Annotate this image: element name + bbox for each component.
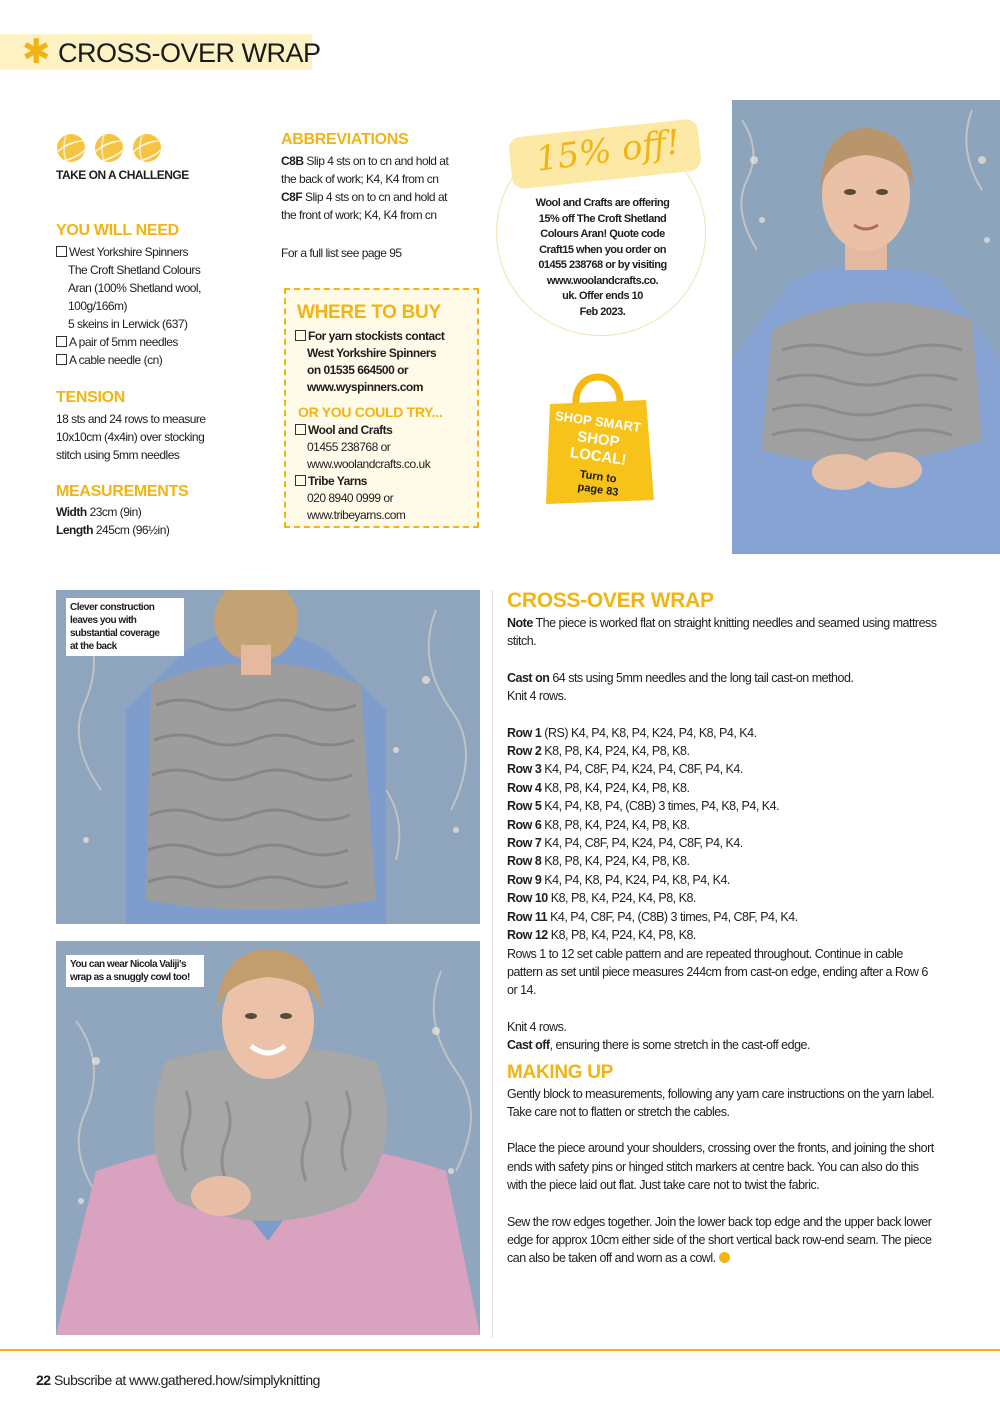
page-title: CROSS-OVER WRAP	[58, 38, 321, 68]
yarn-ball-icon	[133, 134, 161, 162]
tension-heading: TENSION	[56, 389, 126, 406]
list-item: A cable needle (cn)	[56, 351, 271, 369]
photo-model-cowl	[56, 941, 480, 1335]
footer-subscribe-text: Subscribe at www.gathered.how/simplyknitting	[53, 1372, 320, 1388]
making-up-paragraph: Sew the row edges together. Join the lower back top edge and the upper back lower edge for approx 10cm either side of the short vertical back row-end seam. The piece can also be taken off and worn as a cowl.	[507, 1214, 932, 1266]
making-up-paragraph: Place the piece around your shoulders, crossing over the fronts, and joining the short ends with safety pins or hinged stitch markers at centre back. You can also do this with the piece laid out flat. Just take care not to twist the fabric.	[507, 1141, 934, 1193]
pattern-rows	[507, 724, 937, 945]
you-will-need-list	[56, 243, 271, 369]
measurements-text: Width 23cm (9in) Length 245cm (96½in)	[56, 505, 170, 537]
footer-rule	[0, 1349, 1000, 1351]
pattern-row: Row 5 K4, P4, K8, P4, (C8B) 3 times, P4, K8, P4, K4.	[507, 799, 780, 814]
pattern-row: Row 10 K8, P8, K4, P24, K4, P8, K8.	[507, 891, 696, 906]
abbreviations-text: C8B Slip 4 sts on to cn and hold at the back of work; K4, K4 from cn C8F Slip 4 sts on to cn and hold at the front of work; K4, K4 from cn	[281, 154, 449, 222]
measurements-heading: MEASUREMENTS	[56, 483, 189, 500]
caption-back-view: Clever construction leaves you with substantial coverage at the back	[66, 598, 184, 656]
pattern-cast-on: Cast on 64 sts using 5mm needles and the long tail cast-on method.	[507, 670, 854, 685]
pattern-row: Row 8 K8, P8, K4, P24, K4, P8, K8.	[507, 854, 690, 869]
caption-cowl: You can wear Nicola Valiji's wrap as a snuggly cowl too!	[66, 955, 204, 987]
you-will-need-heading: YOU WILL NEED	[56, 222, 179, 239]
end-mark-icon	[719, 1252, 730, 1263]
making-up-heading: MAKING UP	[507, 1061, 614, 1083]
checkbox-icon	[295, 475, 306, 486]
promo-text: Wool and Crafts are offering 15% off The Croft Shetland Colours Aran! Quote code Craft15 when you order on 01455 238768 or by visiting www.woolandcrafts.co. uk. Offer ends 10 Feb 2023.	[535, 197, 670, 318]
list-item: West Yorkshire Spinners	[56, 243, 271, 261]
list-item: The Croft Shetland Colours	[68, 263, 201, 277]
yarn-ball-icon	[57, 134, 85, 162]
where-to-buy-stockists: For yarn stockists contact West Yorkshire Spinners on 01535 664500 or www.wyspinners.com	[295, 328, 475, 396]
pattern-row: Row 4 K8, P8, K4, P24, K4, P8, K8.	[507, 780, 690, 795]
pattern-note: Note The piece is worked flat on straight knitting needles and seamed using mattress stitch.	[507, 616, 937, 649]
checkbox-icon	[56, 354, 67, 365]
shop-bag-line1: SHOP SMART	[554, 408, 642, 435]
pattern-knit-rows-end: Knit 4 rows.	[507, 1019, 567, 1034]
shop-bag-line5: page 83	[576, 481, 620, 499]
photo-model-cowl-illustration	[56, 941, 480, 1335]
list-item: 5 skeins in Lerwick (637)	[68, 317, 188, 331]
tension-text: 18 sts and 24 rows to measure 10x10cm (4x4in) over stocking stitch using 5mm needles	[56, 412, 206, 462]
pattern-knit-rows: Knit 4 rows.	[507, 689, 567, 704]
star-icon: ✱	[22, 32, 51, 72]
promo-headline: 15% off!	[533, 122, 683, 180]
page-number: 22	[36, 1372, 51, 1388]
pattern-row: Row 11 K4, P4, C8F, P4, (C8B) 3 times, P4, C8F, P4, K4.	[507, 909, 798, 924]
pattern-row: Row 2 K8, P8, K4, P24, K4, P8, K8.	[507, 744, 690, 759]
shop-bag-line4: Turn to	[578, 468, 618, 486]
shop-bag-line3: LOCAL!	[568, 444, 628, 469]
making-up-paragraph: Gently block to measurements, following any yarn care instructions on the yarn label. Take care not to flatten or stretch the cables.	[507, 1086, 935, 1119]
abbreviations-full-list: For a full list see page 95	[281, 246, 402, 260]
checkbox-icon	[295, 424, 306, 435]
pattern-divider	[492, 590, 493, 1338]
pattern-row: Row 7 K4, P4, C8F, P4, K24, P4, C8F, P4, K4.	[507, 836, 743, 851]
checkbox-icon	[295, 330, 306, 341]
pattern-heading: CROSS-OVER WRAP	[507, 589, 714, 612]
pattern-repeat-text: Rows 1 to 12 set cable pattern and are repeated throughout. Continue in cable pattern as set until piece measures 244cm from cast-on edge, ending after a Row 6 or 14.	[507, 946, 928, 998]
pattern-row: Row 6 K8, P8, K4, P24, K4, P8, K8.	[507, 817, 690, 832]
difficulty-label: TAKE ON A CHALLENGE	[56, 168, 189, 182]
pattern-instructions	[507, 588, 937, 1268]
photo-model-front	[732, 100, 1000, 554]
photo-model-front-illustration	[732, 100, 1000, 554]
list-item: Aran (100% Shetland wool,	[68, 281, 201, 295]
list-item: A pair of 5mm needles	[56, 333, 271, 351]
checkbox-icon	[56, 246, 67, 257]
where-to-buy-heading: WHERE TO BUY	[297, 302, 441, 323]
photo-model-back	[56, 590, 480, 924]
pattern-row: Row 3 K4, P4, C8F, P4, K24, P4, C8F, P4, K4.	[507, 762, 743, 777]
shop-local-bag-icon	[538, 362, 658, 512]
pattern-row: Row 12 K8, P8, K4, P24, K4, P8, K8.	[507, 928, 696, 943]
pattern-cast-off: Cast off, ensuring there is some stretch in the cast-off edge.	[507, 1038, 810, 1053]
checkbox-icon	[56, 336, 67, 347]
pattern-row: Row 1 (RS) K4, P4, K8, P4, K24, P4, K8, P4, K4.	[507, 725, 757, 740]
where-to-buy-shops: Wool and Crafts 01455 238768 or www.woolandcrafts.co.uk Tribe Yarns 020 8940 0999 or www.tribeyarns.com	[295, 422, 480, 524]
yarn-ball-icon	[95, 134, 123, 162]
abbreviations-heading: ABBREVIATIONS	[281, 131, 409, 148]
list-item: 100g/166m)	[68, 299, 128, 313]
footer	[36, 1372, 320, 1388]
pattern-row: Row 9 K4, P4, K8, P4, K24, P4, K8, P4, K4.	[507, 872, 730, 887]
shop-bag-line2: SHOP	[576, 428, 621, 451]
or-you-could-try-heading: OR YOU COULD TRY...	[298, 404, 443, 420]
